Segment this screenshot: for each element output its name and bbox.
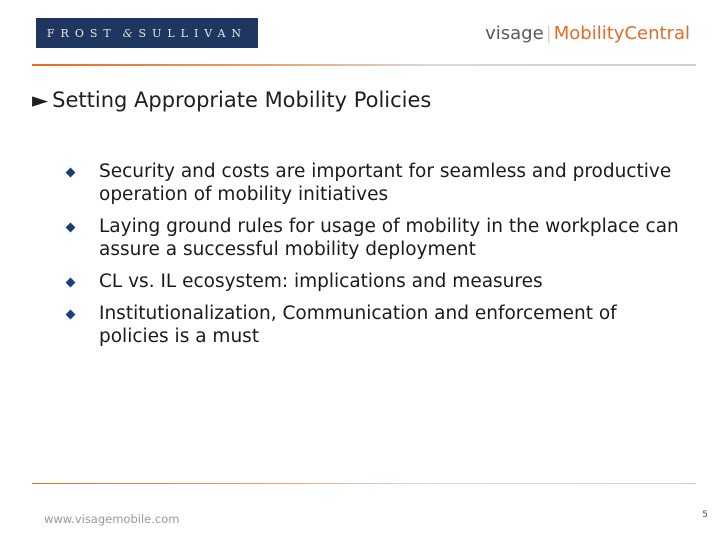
slide-title-text: Setting Appropriate Mobility Policies xyxy=(52,88,432,112)
list-item xyxy=(62,215,682,261)
diamond-bullet-icon xyxy=(66,310,76,320)
logo-ampersand: & xyxy=(122,26,133,40)
logo-text-frost: FROST xyxy=(46,26,117,40)
list-item xyxy=(62,160,682,206)
arrow-right-icon: ► xyxy=(32,88,49,112)
logo-product-mobilitycentral: MobilityCentral xyxy=(553,22,690,44)
page-number: 5 xyxy=(702,510,708,520)
visage-mobilitycentral-logo xyxy=(485,20,690,46)
bullet-text: CL vs. IL ecosystem: implications and measures xyxy=(99,271,543,292)
diamond-bullet-icon xyxy=(66,223,76,233)
list-item xyxy=(62,302,682,348)
slide-title xyxy=(32,88,431,112)
footer-divider xyxy=(32,483,696,484)
list-item xyxy=(62,270,682,293)
bullet-text: Laying ground rules for usage of mobility in the workplace can assure a successful mobility deployment xyxy=(99,216,679,260)
header-divider xyxy=(32,64,696,66)
diamond-bullet-icon xyxy=(66,278,76,288)
bullet-text: Security and costs are important for seamless and productive operation of mobility initiatives xyxy=(99,161,672,205)
frost-sullivan-logo xyxy=(36,18,258,48)
logo-text-sullivan: SULLIVAN xyxy=(138,26,248,40)
logo-separator: | xyxy=(545,22,552,44)
bullet-list xyxy=(62,160,682,357)
diamond-bullet-icon xyxy=(66,168,76,178)
footer-url[interactable]: www.visagemobile.com xyxy=(44,512,180,526)
logo-brand-visage: visage xyxy=(485,22,544,44)
bullet-text: Institutionalization, Communication and enforcement of policies is a must xyxy=(99,303,617,347)
